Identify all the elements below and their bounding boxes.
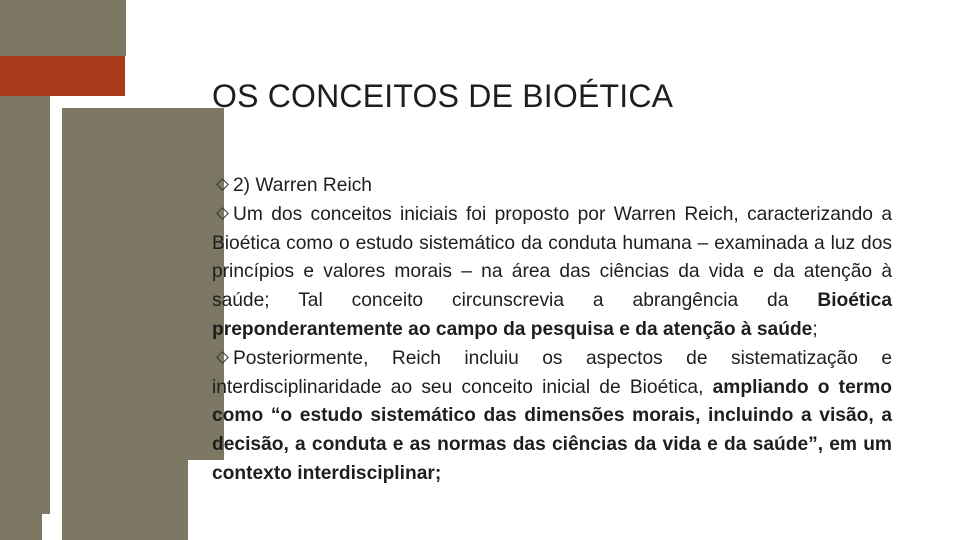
diamond-outline-icon: [216, 351, 229, 364]
bullet-text: Posteriormente, Reich incluiu os aspectos de sistematização e interdisciplinaridade ao seu conceito inicial de Bioética,: [212, 347, 892, 398]
decorative-divider: [50, 96, 54, 540]
bullet-text: Um dos conceitos iniciais foi proposto por Warren Reich, caracterizando a Bioética como o estudo sistemático da conduta humana – examinada a luz dos princípios e valores morais – na área das ciências da vida e da atenção à saúde; Tal conceito circunscrevia a abrangência da: [212, 203, 892, 312]
bullet-emphasis: Bioética preponderantemente ao campo da pesquisa e da atenção à saúde: [212, 290, 892, 340]
diamond-outline-icon: [216, 179, 229, 192]
bullet-emphasis: ampliando o termo como “o estudo sistemático das dimensões morais, incluindo a visão, a decisão, a conduta e as normas das ciências da vida e da saúde”, em um contexto interdisciplinar;: [212, 376, 892, 484]
bullet-later-concept: [212, 345, 892, 489]
bullet-initial-concept: [212, 201, 892, 345]
decorative-block: [62, 108, 224, 460]
decorative-notch: [42, 514, 62, 540]
decorative-block-lower: [62, 460, 188, 514]
diamond-outline-icon: [216, 207, 229, 220]
decorative-red-bar: [0, 56, 125, 96]
slide-title: OS CONCEITOS DE BIOÉTICA: [212, 78, 674, 114]
bullet-text-end: ;: [812, 318, 818, 340]
slide-body: [212, 172, 892, 489]
bullet-warren-reich: [212, 172, 892, 201]
decorative-top-block: [42, 0, 126, 56]
decorative-block-tail: [62, 514, 188, 540]
decorative-column-lower: [42, 96, 50, 540]
bullet-text: 2) Warren Reich: [233, 175, 372, 196]
